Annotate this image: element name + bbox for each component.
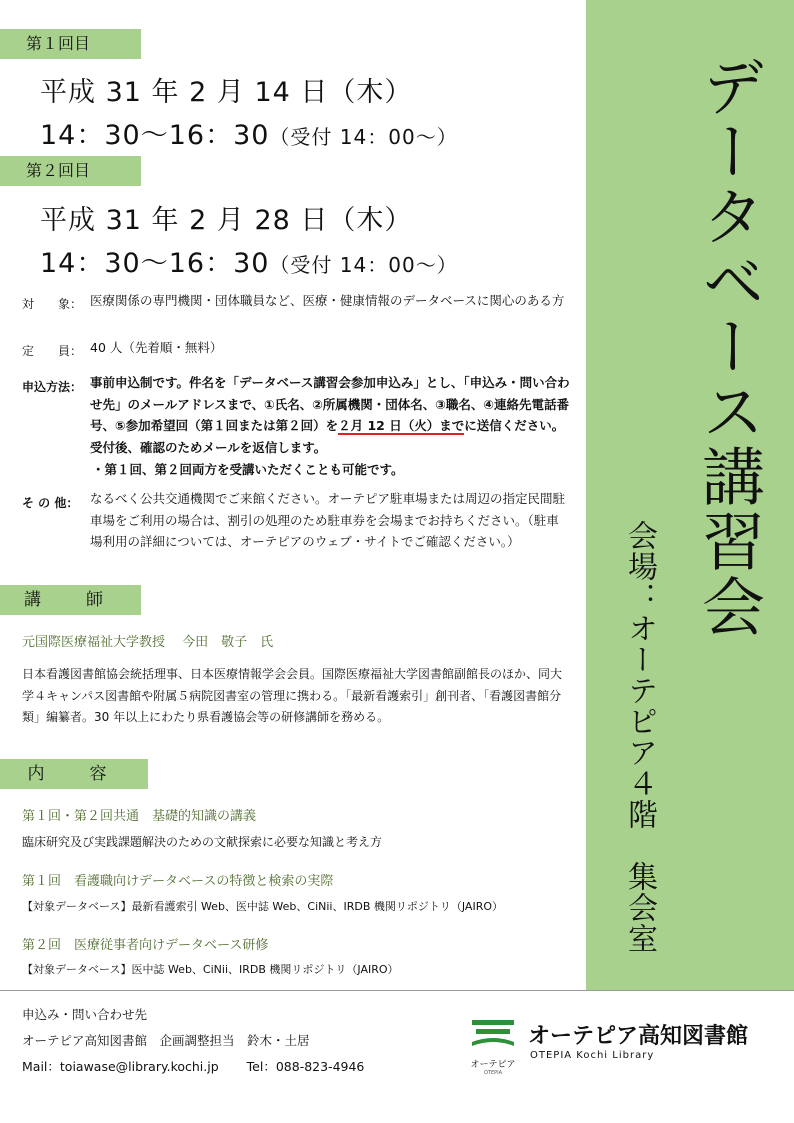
session1-time-line	[40, 113, 458, 152]
book-stack-icon	[468, 1016, 518, 1052]
capacity-label: 定 員：	[22, 344, 83, 358]
lecturer-name: 元国際医療福祉大学教授 今田 敬子 氏	[22, 635, 274, 650]
session2-time-line	[40, 241, 458, 280]
content-item1-title: 第１回・第２回共通 基礎的知識の講義	[22, 809, 257, 824]
other-label: そ の 他：	[22, 496, 79, 510]
session2-date: 平成 31 年 2 月 28 日（木）	[40, 205, 413, 236]
content-item3-text: 【対象データベース】医中誌 Web、CiNii、IRDB 機関リポジトリ（JAIRO）	[22, 963, 399, 976]
contact-mail: Mail：toiawase@library.kochi.jp	[22, 1059, 219, 1074]
apply-deadline: ２月 12 日（火）まで	[338, 418, 465, 433]
session1-tab: 第１回目	[0, 29, 141, 59]
otepia-logo-mark	[468, 1016, 518, 1076]
target-label: 対 象：	[22, 297, 83, 311]
footer-divider	[0, 990, 794, 991]
apply-text-b: に送信ください。受付後、確認のためメールを返信します。	[90, 418, 565, 455]
session1-reception: （受付 14：00〜）	[269, 125, 458, 149]
lecturer-tab: 講 師	[0, 585, 141, 615]
contact-heading: 申込み・問い合わせ先	[22, 1007, 148, 1022]
logo-mark-text: オーテピア	[470, 1060, 516, 1070]
content-item2-title: 第１回 看護職向けデータベースの特徴と検索の実際	[22, 874, 334, 889]
content-tab: 内 容	[0, 759, 148, 789]
apply-label: 申込方法：	[22, 380, 83, 394]
session2-reception: （受付 14：00〜）	[269, 253, 458, 277]
session2-tab: 第２回目	[0, 156, 141, 186]
contact-line	[22, 1057, 364, 1075]
session2-time: 14：30〜16：30	[40, 248, 270, 279]
session1-time: 14：30〜16：30	[40, 120, 270, 151]
content-item1-text: 臨床研究及び実践課題解決のための文献探索に必要な知識と考え方	[22, 835, 383, 849]
content-item2-text: 【対象データベース】最新看護索引 Web、医中誌 Web、CiNii、IRDB 機関リポジトリ（JAIRO）	[22, 900, 504, 913]
contact-org: オーテピア高知図書館 企画調整担当 鈴木・土居	[22, 1033, 310, 1048]
apply-text	[90, 372, 570, 458]
content-item3-title: 第２回 医療従事者向けデータベース研修	[22, 938, 269, 953]
logo-name: オーテピア高知図書館	[528, 1024, 749, 1049]
apply-text-a: 事前申込制です。件名を「データベース講習会参加申込み」とし、「申込み・問い合わせ先」のメールアドレスまで、①氏名、②所属機関・団体名、③職名、④連絡先電話番号、⑤参加希望回（第１回または第２回）を	[90, 375, 570, 433]
contact-tel: Tel：088-823-4946	[246, 1059, 365, 1074]
event-title: データベース講習会	[692, 54, 765, 639]
session1-date: 平成 31 年 2 月 14 日（木）	[40, 77, 413, 108]
target-text: 医療関係の専門機関・団体職員など、医療・健康情報のデータベースに関心のある方	[90, 293, 565, 308]
apply-note: ・第１回、第２回両方を受講いただくことも可能です。	[92, 462, 404, 477]
lecturer-bio: 日本看護図書館協会統括理事、日本医療情報学会会員。国際医療福祉大学図書館副館長のほか、同大学４キャンパス図書館や附属５病院図書室の管理に携わる。「最新看護索引」創刊者、「看護図書館分類」編纂者。30 年以上にわたり県看護協会等の研修講師を務める。	[22, 667, 563, 724]
venue-text: 会場：オーテピア４階 集会室	[622, 520, 657, 954]
capacity-text: 40 人（先着順・無料）	[90, 340, 223, 355]
logo-mark-sub: OTEPIA	[483, 1070, 503, 1076]
logo-sub: OTEPIA Kochi Library	[530, 1050, 655, 1061]
other-text: なるべく公共交通機関でご来館ください。オーテピア駐車場または周辺の指定民間駐車場をご利用の場合は、割引の処理のため駐車券を会場までお持ちください。（駐車場利用の詳細については、オーテピアのウェブ・サイトでご確認ください。）	[90, 491, 566, 549]
